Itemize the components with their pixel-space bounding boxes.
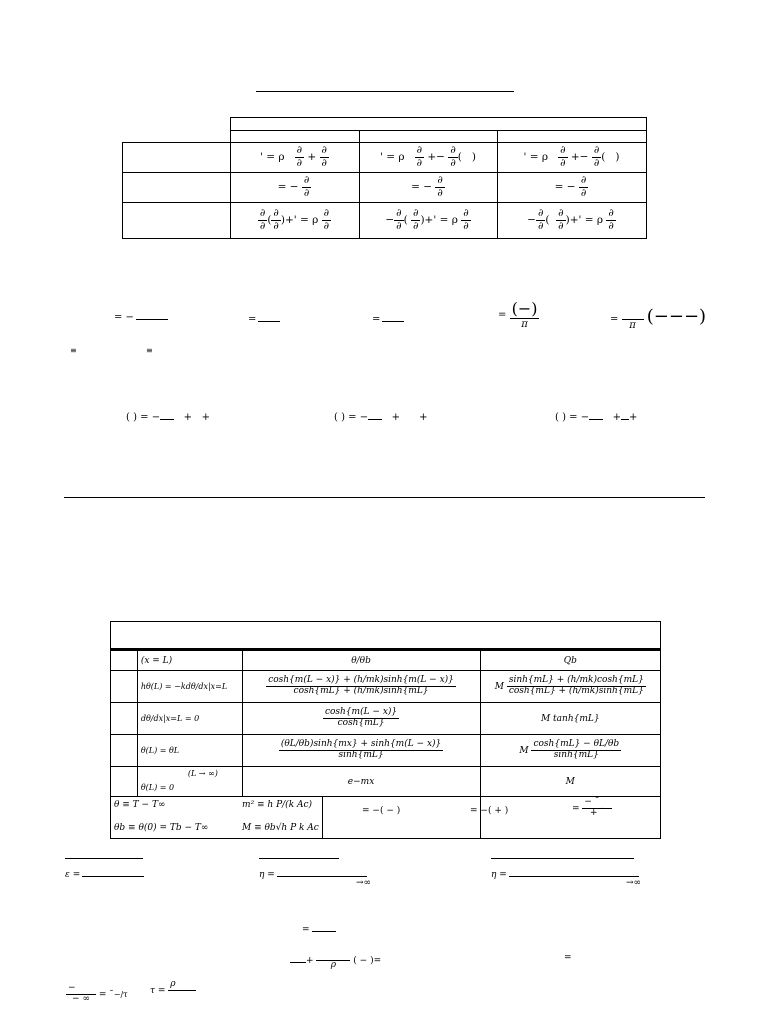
bottom-formula-4: $\frac{-}{- \infty}$ = ˉ−/τ bbox=[68, 983, 128, 1004]
right-def-1: = −( − ) bbox=[362, 806, 401, 816]
eq-cell-3-3: − $\frac{\partial}{\partial}$ ( $\frac{\partial}{\partial}$ )+' = ρ $\frac{\partial}{\partial}$ bbox=[497, 203, 646, 239]
bottom-formula-5: τ = ρ bbox=[150, 980, 196, 1001]
formula-resistance-4: = $\frac{(-)}{\pi}$ bbox=[498, 299, 538, 330]
header-heat-rate: Qb bbox=[480, 651, 660, 671]
header-tip-condition: (x = L) bbox=[137, 651, 242, 671]
row-label-3 bbox=[123, 203, 231, 239]
eq-cell-3-2: − $\frac{\partial}{\partial}$ ( $\frac{\partial}{\partial}$ )+' = ρ $\frac{\partial}{\partial}$ bbox=[359, 203, 497, 239]
formula-resistance-2: = bbox=[248, 314, 280, 325]
eq-cell-3-1: $\frac{\partial}{\partial}$ ( $\frac{\partial}{\partial}$ )+' = ρ $\frac{\partial}{\partial}$ bbox=[230, 203, 359, 239]
eq-cell-2-2: = − $\frac{\partial}{\partial}$ bbox=[359, 173, 497, 203]
profile-formula-3: ( ) = − + + bbox=[555, 412, 638, 423]
eq-cell-2-1: = − $\frac{\partial}{\partial}$ bbox=[230, 173, 359, 203]
effectiveness-formula: ε = bbox=[65, 870, 144, 880]
row-label-1 bbox=[123, 143, 231, 173]
defs-divider bbox=[322, 797, 323, 839]
eq-cell-2-3: = − $\frac{\partial}{\partial}$ bbox=[497, 173, 646, 203]
bottom-formula-2: + ρ ( − )= bbox=[290, 950, 381, 971]
fin-table-header bbox=[111, 651, 661, 671]
eff-rule-3a bbox=[491, 858, 634, 859]
formula-resistance-1: = − bbox=[114, 312, 168, 323]
eff-rule-2a bbox=[259, 858, 339, 859]
formula-resistance-3: = bbox=[372, 314, 404, 325]
equiv-symbol-1: ≡ bbox=[70, 346, 77, 355]
bottom-formula-1: = bbox=[302, 925, 336, 935]
eff-rule-1a bbox=[65, 858, 143, 859]
bottom-formula-3: = bbox=[564, 953, 572, 963]
fin-row-infinite: θ(L) = 0 (L → ∞) e−mx M bbox=[111, 767, 661, 797]
right-def-2: = −( + ) bbox=[470, 806, 509, 816]
equiv-symbol-2: ≡ bbox=[146, 346, 153, 355]
conservation-equations-table bbox=[122, 117, 647, 239]
profile-formula-1: ( ) = − + + bbox=[126, 412, 210, 423]
efficiency-limit-1: →∞ bbox=[356, 878, 372, 888]
fin-row-prescribed: θ(L) = θL $\frac{(\theta L/\theta b)\sinh\{mx\} + \sinh\{m(L - x)\}}{\sinh\{mL\}}$ M $\frac{\cosh\{mL\} - \theta L/\theta b}{\sinh\{mL\}}$ bbox=[111, 735, 661, 767]
title-underline bbox=[256, 91, 514, 92]
right-def-3: = $\frac{\text{− ˉ}}{\text{+ ˉ}}$ bbox=[572, 798, 612, 819]
fin-definitions-row: θ ≡ T − T∞ θb ≡ θ(0) = Tb − T∞ m² ≡ h P/(k Ac) M ≡ θb√h P k Ac bbox=[111, 797, 661, 839]
eq-cell-1-3: ' = ρ $\frac{\partial}{\partial}$ +− $\frac{\partial}{\partial}$ ( ) bbox=[497, 143, 646, 173]
eq-cell-1-1: ' = ρ $\frac{\partial}{\partial}$ + $\frac{\partial}{\partial}$ bbox=[230, 143, 359, 173]
efficiency-formula-2: η = bbox=[491, 870, 639, 880]
fin-table-title-box bbox=[110, 621, 661, 651]
fin-row-convection: hθ(L) = −kdθ/dx|x=L $\frac{\cosh\{m(L - x)\} + (h/mk)\sinh\{m(L - x)\}}{\cosh\{mL\} + (h/mk)\sinh\{mL\}}$ M $\frac{\sinh\{mL\} + (h/mk)\cosh\{mL\}}{\cosh\{mL\} + (h/mk)\sinh\{mL\}}$ bbox=[111, 671, 661, 703]
section-divider bbox=[64, 497, 705, 498]
profile-formula-2: ( ) = − + + bbox=[334, 412, 428, 423]
row-label-2 bbox=[123, 173, 231, 203]
fin-row-adiabatic: dθ/dx|x=L = 0 $\frac{\cosh\{m(L - x)\}}{\cosh\{mL\}}$ M tanh{mL} bbox=[111, 703, 661, 735]
formula-resistance-5: = π (−−−) bbox=[610, 306, 707, 331]
efficiency-limit-2: →∞ bbox=[626, 878, 642, 888]
efficiency-formula-1: η = bbox=[259, 870, 367, 880]
header-theta-ratio: θ/θb bbox=[242, 651, 480, 671]
eq-cell-1-2: ' = ρ $\frac{\partial}{\partial}$ +− $\frac{\partial}{\partial}$ ( ) bbox=[359, 143, 497, 173]
